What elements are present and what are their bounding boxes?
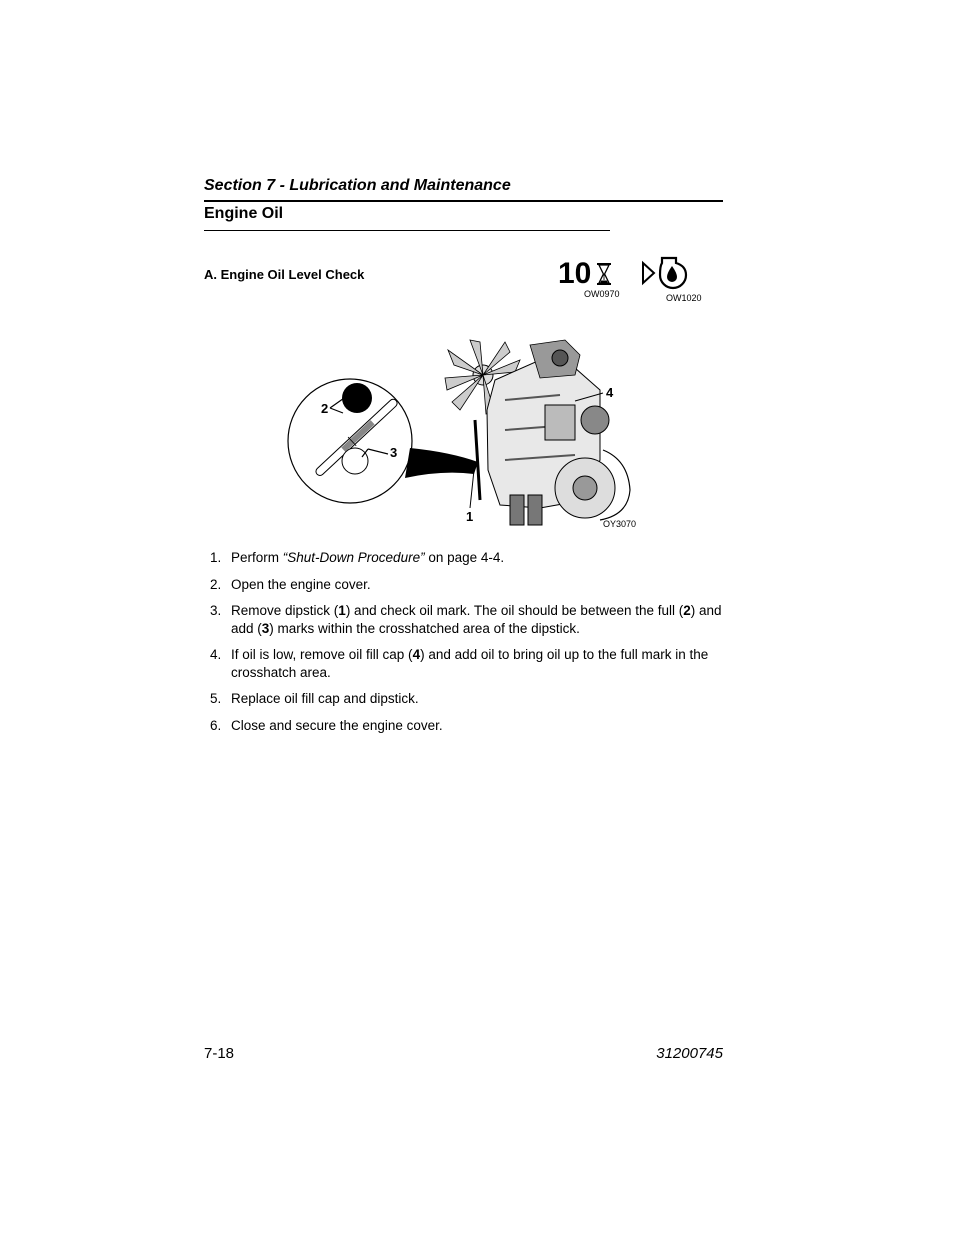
figure-code: OY3070 <box>603 519 637 529</box>
shut-down-procedure-link[interactable]: “Shut-Down Procedure” <box>282 550 425 565</box>
interval-hours: 10 <box>558 257 592 290</box>
step-number: 6. <box>210 717 222 733</box>
section-rule <box>204 200 723 202</box>
step-text: Close and secure the engine cover. <box>231 717 443 733</box>
step-text: Perform <box>231 550 283 565</box>
step-callout-ref: 1 <box>338 603 346 618</box>
subsection-heading: A. Engine Oil Level Check <box>204 267 365 282</box>
step-text: ) and add ( <box>231 603 722 636</box>
callout-2: 2 <box>321 401 329 416</box>
step-number: 1. <box>210 550 222 565</box>
engine-illustration <box>445 340 630 525</box>
dipstick-detail-inset <box>288 379 478 503</box>
step-callout-ref: 2 <box>683 603 691 618</box>
document-number: 31200745 <box>656 1045 723 1062</box>
callout-3: 3 <box>390 445 398 460</box>
title-rule <box>204 230 610 231</box>
step-6 <box>210 717 724 735</box>
step-text: on page 4-4. <box>424 550 505 565</box>
step-5 <box>210 690 724 708</box>
hours-icon-code: OW0970 <box>584 289 620 299</box>
hourglass-icon <box>596 262 612 286</box>
step-text: ) and add oil to bring oil up to the full mark in the crosshatch area. <box>231 647 709 680</box>
step-number: 2. <box>210 576 222 592</box>
step-text: Remove dipstick ( <box>231 603 339 618</box>
engine-oil-icon-code: OW1020 <box>666 293 702 303</box>
step-text: Replace oil fill cap and dipstick. <box>231 691 419 706</box>
step-number: 3. <box>210 603 222 618</box>
step-text: Open the engine cover. <box>231 576 371 592</box>
step-text: ) marks within the crosshatched area of the dipstick. <box>269 620 580 636</box>
procedure-steps <box>210 549 724 743</box>
callout-1: 1 <box>466 509 474 524</box>
callout-1-leader <box>470 470 474 508</box>
step-callout-ref: 3 <box>261 620 270 636</box>
callout-4: 4 <box>606 385 614 400</box>
step-number: 4. <box>210 647 222 662</box>
engine-figure <box>280 330 650 540</box>
page-number: 7-18 <box>204 1045 235 1062</box>
step-text: ) and check oil mark. The oil should be between the full ( <box>345 603 684 618</box>
step-number: 5. <box>210 691 222 706</box>
page-title: Engine Oil <box>204 205 284 222</box>
step-2 <box>210 576 724 594</box>
engine-oil-drop-icon <box>640 252 690 292</box>
step-4 <box>210 646 724 681</box>
step-callout-ref: 4 <box>412 647 421 662</box>
step-1 <box>210 549 724 567</box>
step-text: If oil is low, remove oil fill cap ( <box>231 647 413 662</box>
section-title: Section 7 - Lubrication and Maintenance <box>204 177 511 194</box>
step-3 <box>210 602 724 637</box>
